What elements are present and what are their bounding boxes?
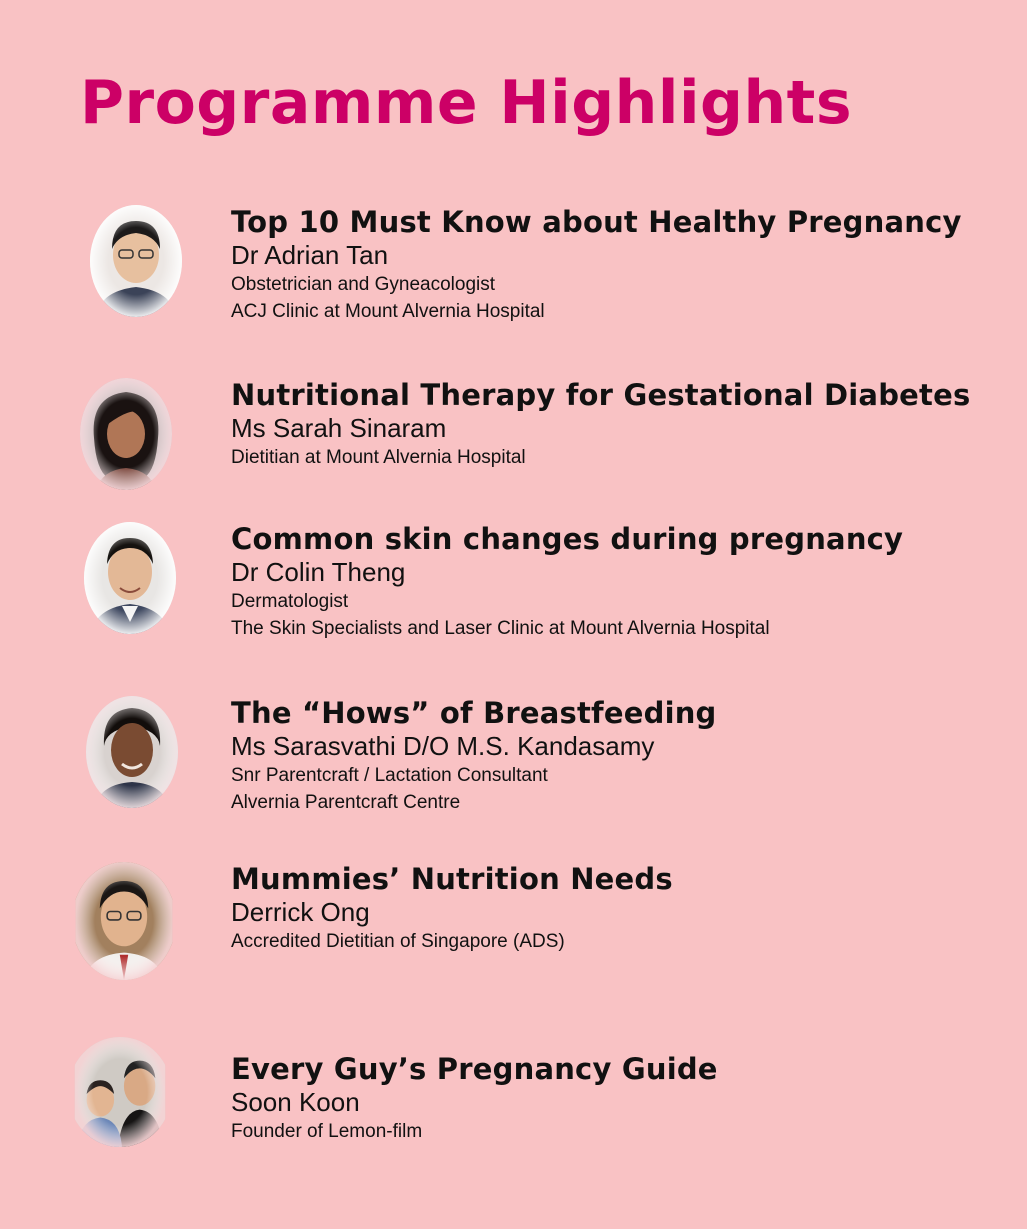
speaker-role: Accredited Dietitian of Singapore (ADS) xyxy=(231,931,565,952)
speaker-role: Dietitian at Mount Alvernia Hospital xyxy=(231,447,526,468)
talk-title: Nutritional Therapy for Gestational Diabetes xyxy=(231,378,971,412)
speaker-name: Derrick Ong xyxy=(231,897,370,927)
talk-title: The “Hows” of Breastfeeding xyxy=(231,696,717,730)
speaker-portrait xyxy=(84,522,176,634)
speaker-affiliation: ACJ Clinic at Mount Alvernia Hospital xyxy=(231,301,545,322)
talk-title: Top 10 Must Know about Healthy Pregnancy xyxy=(231,205,962,239)
speaker-portrait xyxy=(86,696,178,808)
page-title: Programme Highlights xyxy=(80,68,853,138)
talk-title: Common skin changes during pregnancy xyxy=(231,522,904,556)
speaker-role: Obstetrician and Gyneacologist xyxy=(231,274,496,295)
speaker-name: Ms Sarah Sinaram xyxy=(231,413,447,443)
speaker-role: Dermatologist xyxy=(231,591,349,612)
speaker-portrait xyxy=(68,1037,172,1147)
speaker-portrait xyxy=(72,862,176,980)
speaker-portrait xyxy=(80,378,172,490)
speaker-portrait xyxy=(90,205,182,317)
speaker-affiliation: The Skin Specialists and Laser Clinic at Mount Alvernia Hospital xyxy=(231,618,770,639)
speaker-name: Ms Sarasvathi D/O M.S. Kandasamy xyxy=(231,731,655,761)
speaker-role: Founder of Lemon-film xyxy=(231,1121,423,1142)
speaker-role: Snr Parentcraft / Lactation Consultant xyxy=(231,765,548,786)
speaker-name: Soon Koon xyxy=(231,1087,360,1117)
speaker-affiliation: Alvernia Parentcraft Centre xyxy=(231,792,461,813)
talk-title: Every Guy’s Pregnancy Guide xyxy=(231,1052,718,1086)
speaker-name: Dr Adrian Tan xyxy=(231,240,389,270)
talk-title: Mummies’ Nutrition Needs xyxy=(231,862,673,896)
speaker-name: Dr Colin Theng xyxy=(231,557,406,587)
